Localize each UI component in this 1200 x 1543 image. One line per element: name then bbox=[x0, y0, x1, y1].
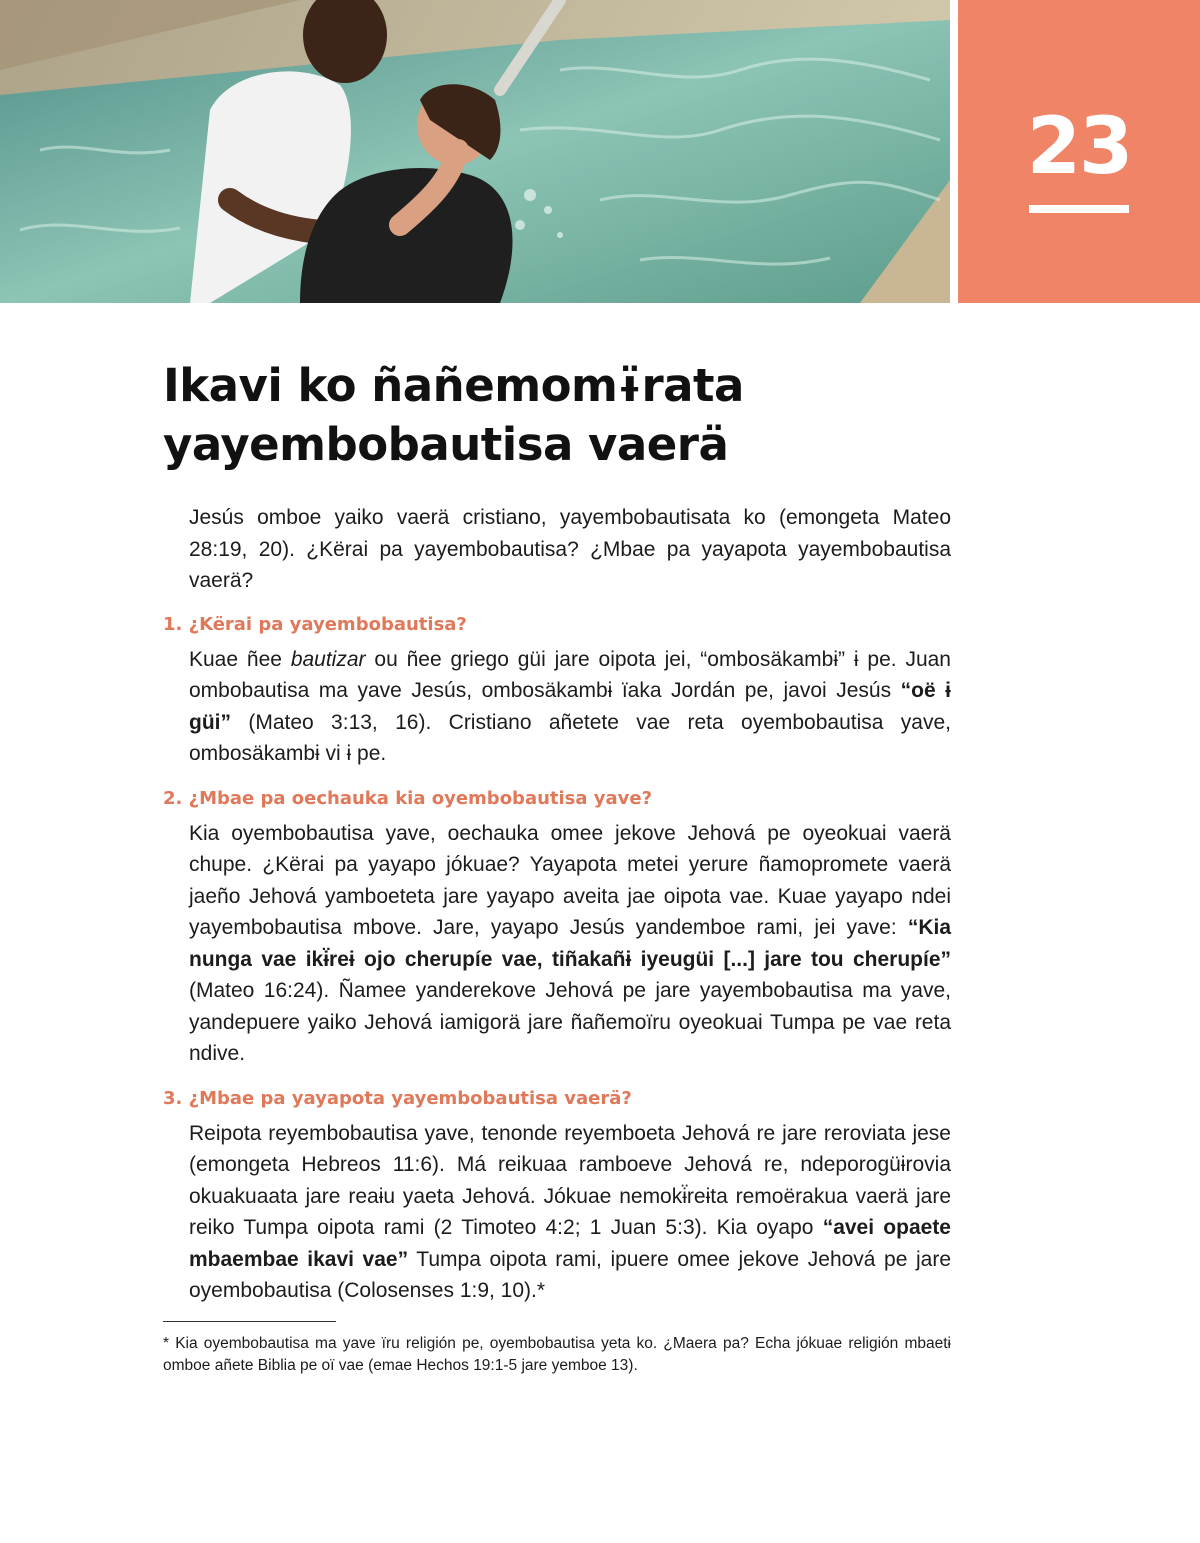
page-title-line-1: Ikavi ko ñañemomɨ̈rata bbox=[163, 359, 744, 412]
footnote: * Kia oyembobautisa ma yave ïru religión pe, oyembobautisa yeta ko. ¿Maera pa? Echa jókuae religión mbaetɨ omboe añete Biblia pe oï vae (emae Hechos 19:1-5 jare yemboe 13). bbox=[163, 1334, 951, 1374]
lesson-body bbox=[163, 502, 951, 1377]
answer-3-text-b: Tumpa oipota rami, ipuere omee jekove Jehová pe jare oyembobautisa (Colosenses 1:9, 10).* bbox=[189, 1247, 951, 1302]
answer-1-text-b: ou ñee griego güi jare oipota jei, “ombosäkambɨ” ɨ pe. Juan ombobautisa ma yave Jesús, ombosäkambɨ ïaka Jordán pe, javoi Jesús bbox=[189, 647, 951, 702]
answer-2-text-b: (Mateo 16:24). Ñamee yanderekove Jehová pe jare yayembobautisa ma yave, yandepuere yaiko Jehová iamigorä jare ñañemoïru oyeokuai Tumpa pe vae reta ndive. bbox=[189, 979, 951, 1065]
answer-3-text-a: Reipota reyembobautisa yave, tenonde reyemboeta Jehová re jare reroviata jese (emongeta Hebreos 11:6). Má reikuaa ramboeve Jehová re, ndeporogüɨrovia okuakuaata jare reaɨu yaeta Jehová. Jókuae nemokɨ̈reɨta remoërakua vaerä jare reiko Tumpa oipota rami (2 Timoteo 4:2; 1 Juan 5:3). Kia oyapo bbox=[189, 1121, 951, 1239]
page-title bbox=[163, 356, 953, 474]
baptism-photo-illustration bbox=[0, 0, 950, 303]
page-title-line-2: yayembobautisa vaerä bbox=[163, 418, 729, 471]
answer-paragraph-2 bbox=[189, 818, 951, 1070]
answer-1-bold-quote: “oë ɨ güi” bbox=[189, 679, 951, 734]
chapter-underline bbox=[1029, 205, 1129, 213]
chapter-number-box bbox=[958, 0, 1200, 303]
chapter-number: 23 bbox=[1026, 102, 1132, 192]
answer-paragraph-1 bbox=[189, 644, 951, 770]
footnote-divider bbox=[163, 1321, 336, 1322]
answer-1-text-c: (Mateo 3:13, 16). Cristiano añetete vae reta oyembobautisa yave, ombosäkambɨ vi ɨ pe. bbox=[189, 710, 951, 765]
answer-2-text-a: Kia oyembobautisa yave, oechauka omee jekove Jehová pe oyeokuai vaerä chupe. ¿Kërai pa yayapo jókuae? Yayapota metei yerure ñamopromete vaerä jaeño Jehová yamboeteta jare yayapo aveita jae oipota vae. Kuae yayapo ndei yayembobautisa mbove. Jare, yayapo Jesús yandemboe rami, jei yave: bbox=[189, 821, 951, 939]
question-heading-2: 2. ¿Mbae pa oechauka kia oyembobautisa yave? bbox=[163, 787, 653, 809]
answer-paragraph-3 bbox=[189, 1118, 951, 1307]
question-heading-3: 3. ¿Mbae pa yayapota yayembobautisa vaerä? bbox=[163, 1087, 632, 1109]
question-heading-1: 1. ¿Kërai pa yayembobautisa? bbox=[163, 613, 467, 635]
answer-2-bold-quote: “Kia nunga vae ikɨ̈reɨ ojo cherupíe vae, tiñakañɨ iyeugüi [...] jare tou cherupíe” bbox=[189, 916, 951, 971]
answer-1-italic-term: bautizar bbox=[290, 647, 366, 671]
intro-paragraph: Jesús omboe yaiko vaerä cristiano, yayembobautisata ko (emongeta Mateo 28:19, 20). ¿Kërai pa yayembobautisa? ¿Mbae pa yayapota yayembobautisa vaerä? bbox=[189, 506, 951, 592]
header-photo bbox=[0, 0, 950, 303]
answer-1-text-a: Kuae ñee bbox=[189, 647, 291, 671]
answer-3-bold-quote: “avei opaete mbaembae ikavi vae” bbox=[189, 1216, 951, 1271]
